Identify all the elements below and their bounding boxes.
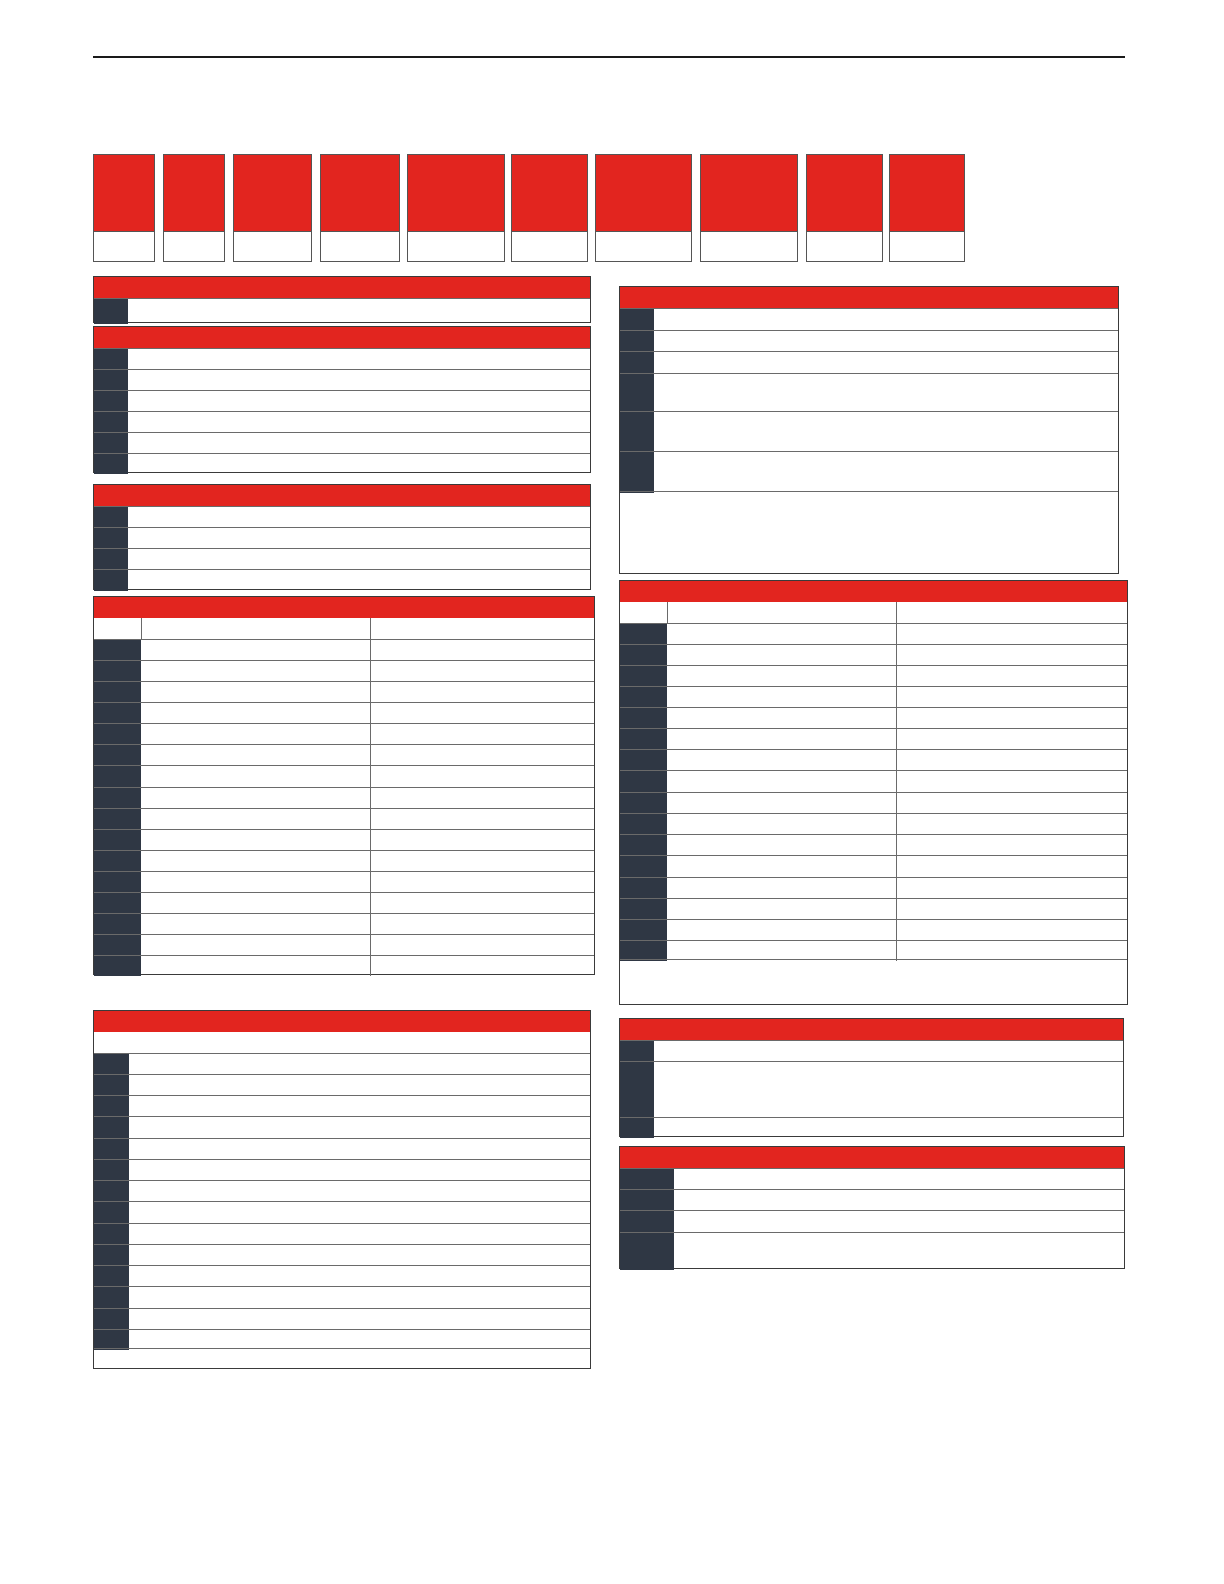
row-key-cell (94, 528, 128, 548)
column-divider (896, 878, 897, 898)
panel-footnote (620, 959, 1127, 1004)
row-key-cell (620, 331, 654, 351)
category-tile (407, 154, 505, 262)
row-key-cell (620, 645, 667, 665)
table-panel (93, 484, 591, 590)
table-row (620, 665, 1127, 686)
row-key-cell (94, 1224, 129, 1244)
row-key-cell (94, 1160, 129, 1180)
row-key-cell (620, 1233, 674, 1270)
table-row (620, 834, 1127, 855)
column-divider (896, 835, 897, 855)
row-key-cell (620, 1041, 654, 1061)
table-row (94, 453, 590, 474)
table-row (620, 792, 1127, 813)
row-key-cell (94, 349, 128, 369)
row-key-cell (620, 1211, 674, 1232)
row-key-cell (94, 433, 128, 453)
row-key-cell (94, 935, 141, 955)
panel-footnote (94, 1348, 590, 1368)
table-row (94, 660, 594, 681)
table-row (94, 1180, 590, 1201)
row-key-cell (620, 1062, 654, 1117)
column-divider (896, 941, 897, 961)
row-key-cell (94, 1330, 129, 1350)
table-row (620, 351, 1118, 373)
column-divider (896, 602, 897, 623)
panel-header (94, 485, 590, 506)
tile-label (807, 231, 882, 261)
row-key-cell (620, 1190, 674, 1210)
column-divider (370, 809, 371, 829)
row-key-cell (94, 724, 141, 744)
row-key-cell (94, 507, 128, 527)
table-row (620, 707, 1127, 728)
category-tile (320, 154, 400, 262)
header-key-cell (94, 618, 142, 639)
table-row (620, 623, 1127, 644)
table-row (620, 1168, 1124, 1189)
table-row (620, 330, 1118, 351)
column-divider (896, 666, 897, 686)
tile-label (234, 231, 311, 261)
category-tile (806, 154, 883, 262)
row-key-cell (94, 1309, 129, 1329)
row-key-cell (620, 1118, 654, 1138)
tile-color-block (164, 155, 224, 231)
table-row (94, 506, 590, 527)
table-row (94, 1074, 590, 1095)
table-row (94, 411, 590, 432)
row-key-cell (620, 899, 667, 919)
table-panel (619, 1146, 1125, 1269)
row-key-cell (94, 570, 128, 591)
panel-header (620, 581, 1127, 602)
tile-color-block (408, 155, 504, 231)
column-divider (370, 745, 371, 765)
table-row (620, 411, 1118, 451)
column-divider (370, 640, 371, 660)
table-row (94, 934, 594, 955)
table-row (94, 639, 594, 660)
tile-color-block (94, 155, 154, 231)
table-row (94, 744, 594, 765)
row-key-cell (94, 412, 128, 432)
row-key-cell (620, 708, 667, 728)
row-key-cell (94, 1075, 129, 1095)
tile-label (890, 231, 964, 261)
table-row (94, 390, 590, 411)
table-row (94, 432, 590, 453)
column-divider (896, 771, 897, 792)
row-key-cell (620, 624, 667, 644)
row-key-cell (620, 1169, 674, 1189)
tile-color-block (596, 155, 691, 231)
tile-label (408, 231, 504, 261)
column-divider (896, 624, 897, 644)
table-row (94, 850, 594, 871)
column-divider (896, 856, 897, 877)
header-key-cell (620, 602, 668, 623)
tile-color-block (234, 155, 311, 231)
category-tile (595, 154, 692, 262)
column-divider (370, 956, 371, 976)
table-row (620, 1040, 1123, 1061)
table-row (94, 681, 594, 702)
table-row (620, 940, 1127, 961)
row-key-cell (94, 1266, 129, 1286)
table-row (94, 723, 594, 744)
column-divider (896, 793, 897, 813)
table-row (620, 1117, 1123, 1138)
row-key-cell (94, 872, 141, 892)
category-tile (233, 154, 312, 262)
table-row (620, 1061, 1123, 1117)
category-tile (889, 154, 965, 262)
row-key-cell (94, 788, 141, 808)
column-divider (896, 750, 897, 770)
table-row (94, 913, 594, 934)
table-row (620, 1210, 1124, 1232)
table-row (94, 1265, 590, 1286)
row-key-cell (94, 914, 141, 934)
table-row (94, 548, 590, 569)
row-key-cell (620, 793, 667, 813)
tile-label (701, 231, 797, 261)
table-panel (93, 326, 591, 473)
table-panel (93, 596, 595, 975)
row-key-cell (94, 661, 141, 681)
column-divider (370, 618, 371, 639)
column-divider (370, 661, 371, 681)
column-divider (370, 893, 371, 913)
table-row (94, 955, 594, 976)
panel-subheader (94, 1032, 590, 1053)
table-row (94, 1053, 590, 1074)
panel-header (94, 277, 590, 298)
table-row (620, 728, 1127, 749)
table-row (94, 1329, 590, 1350)
row-key-cell (94, 1096, 129, 1116)
table-row (94, 1095, 590, 1116)
row-key-cell (620, 729, 667, 749)
category-tile (700, 154, 798, 262)
row-key-cell (620, 687, 667, 707)
table-row (94, 829, 594, 850)
tile-label (596, 231, 691, 261)
row-key-cell (620, 771, 667, 792)
row-key-cell (620, 352, 654, 373)
table-row (94, 702, 594, 723)
column-divider (370, 703, 371, 723)
table-row (94, 787, 594, 808)
column-divider (896, 687, 897, 707)
top-rule (93, 56, 1125, 58)
column-divider (896, 729, 897, 749)
table-row (94, 298, 590, 324)
table-panel (619, 1018, 1124, 1137)
row-key-cell (94, 549, 128, 569)
column-divider (370, 914, 371, 934)
row-key-cell (94, 454, 128, 474)
row-key-cell (620, 412, 654, 451)
row-key-cell (94, 851, 141, 871)
table-row (94, 892, 594, 913)
table-panel (93, 276, 591, 323)
column-divider (370, 682, 371, 702)
table-row (620, 644, 1127, 665)
table-row (94, 1223, 590, 1244)
tile-color-block (321, 155, 399, 231)
table-row (94, 1159, 590, 1180)
table-panel (619, 580, 1128, 1005)
column-divider (370, 724, 371, 744)
table-row (620, 373, 1118, 411)
table-row (94, 527, 590, 548)
row-key-cell (94, 830, 141, 850)
row-key-cell (94, 1287, 129, 1308)
table-row (94, 1138, 590, 1159)
table-row (620, 749, 1127, 770)
category-tile (163, 154, 225, 262)
row-key-cell (620, 856, 667, 877)
table-row (94, 348, 590, 369)
row-key-cell (94, 1139, 129, 1159)
panel-header (620, 1019, 1123, 1040)
row-key-cell (94, 1245, 129, 1265)
row-key-cell (94, 640, 141, 660)
tile-label (164, 231, 224, 261)
column-divider (896, 920, 897, 940)
panel-header (94, 1011, 590, 1032)
column-divider (896, 708, 897, 728)
row-key-cell (620, 750, 667, 770)
column-divider (370, 830, 371, 850)
table-row (620, 813, 1127, 834)
panel-header (620, 287, 1118, 308)
row-key-cell (94, 391, 128, 411)
row-key-cell (620, 835, 667, 855)
tile-label (512, 231, 587, 261)
table-row (94, 369, 590, 390)
row-key-cell (94, 682, 141, 702)
row-key-cell (94, 1117, 129, 1138)
row-key-cell (94, 1202, 129, 1223)
column-divider (370, 788, 371, 808)
row-key-cell (94, 745, 141, 765)
table-row (94, 808, 594, 829)
row-key-cell (620, 374, 654, 411)
table-panel (619, 286, 1119, 574)
table-row (620, 898, 1127, 919)
table-row (94, 1116, 590, 1138)
table-row (94, 1244, 590, 1265)
table-row (620, 919, 1127, 940)
column-divider (370, 872, 371, 892)
row-key-cell (620, 941, 667, 961)
table-row (620, 1232, 1124, 1270)
row-key-cell (620, 878, 667, 898)
panel-header (94, 597, 594, 618)
table-row (620, 308, 1118, 330)
row-key-cell (620, 920, 667, 940)
row-key-cell (620, 452, 654, 493)
column-divider (896, 899, 897, 919)
table-row (620, 451, 1118, 493)
row-key-cell (94, 1054, 129, 1074)
column-divider (370, 766, 371, 787)
column-header-row (94, 618, 594, 639)
table-row (94, 1286, 590, 1308)
column-divider (896, 814, 897, 834)
row-key-cell (94, 893, 141, 913)
table-row (94, 871, 594, 892)
table-row (94, 569, 590, 591)
row-key-cell (94, 809, 141, 829)
row-key-cell (94, 370, 128, 390)
table-row (620, 855, 1127, 877)
table-row (94, 765, 594, 787)
row-key-cell (94, 703, 141, 723)
table-row (620, 877, 1127, 898)
row-key-cell (94, 956, 141, 976)
table-row (620, 1189, 1124, 1210)
row-key-cell (94, 1181, 129, 1201)
row-key-cell (94, 299, 128, 324)
tile-color-block (807, 155, 882, 231)
tile-label (321, 231, 399, 261)
tile-label (94, 231, 154, 261)
row-key-cell (620, 666, 667, 686)
column-divider (896, 645, 897, 665)
panel-header (620, 1147, 1124, 1168)
tile-color-block (701, 155, 797, 231)
table-row (620, 686, 1127, 707)
column-header-row (620, 602, 1127, 623)
row-key-cell (94, 766, 141, 787)
tile-color-block (890, 155, 964, 231)
table-row (94, 1308, 590, 1329)
table-panel (93, 1010, 591, 1369)
tile-color-block (512, 155, 587, 231)
row-key-cell (620, 309, 654, 330)
category-tile (511, 154, 588, 262)
column-divider (370, 851, 371, 871)
panel-header (94, 327, 590, 348)
row-key-cell (620, 814, 667, 834)
category-tile (93, 154, 155, 262)
table-row (620, 770, 1127, 792)
table-row (94, 1201, 590, 1223)
column-divider (370, 935, 371, 955)
panel-footnote (620, 491, 1118, 573)
